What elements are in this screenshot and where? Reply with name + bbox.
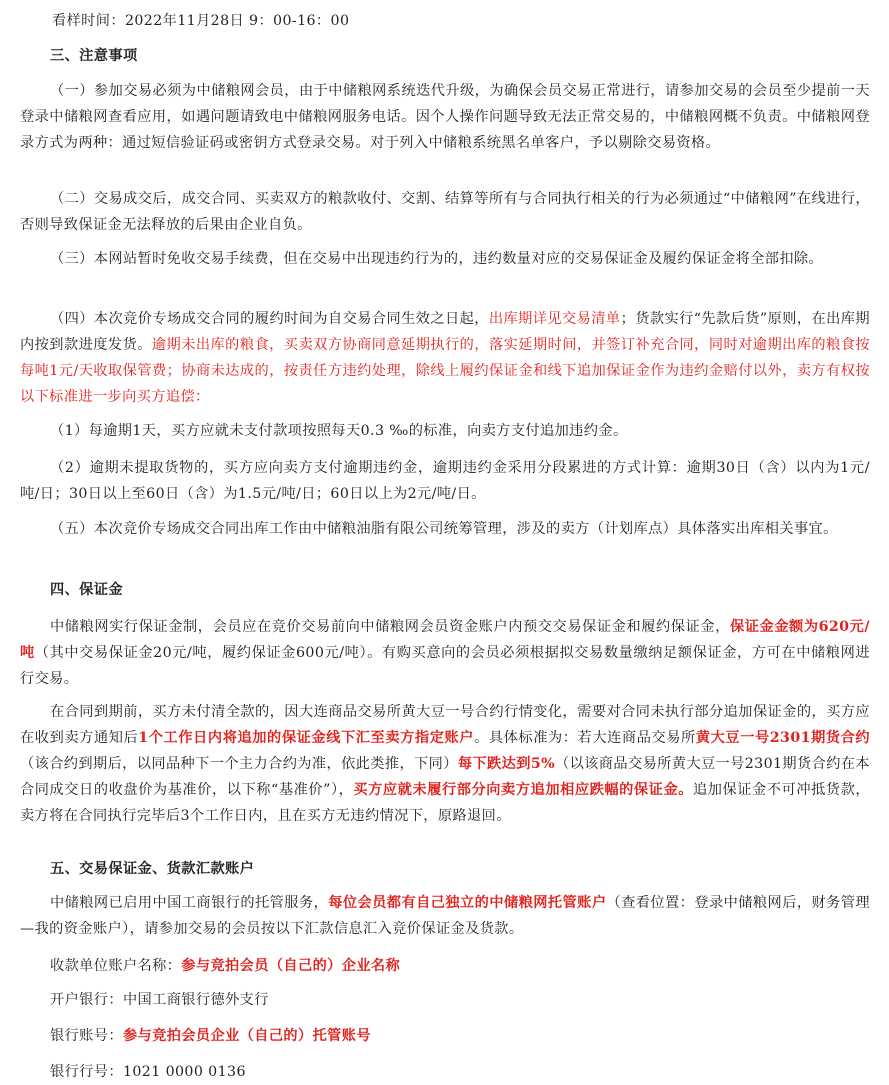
account-label: 银行账号：: [50, 1028, 123, 1044]
escrow-account-highlight: 每位会员都有自己独立的中储粮网托管账户: [328, 895, 607, 911]
margin-text-g: （以该商品交易所黄大豆一号2301期货合约在本合同成交日的收盘价为基准价，以下称“基准价”），: [20, 756, 870, 798]
section-3-heading: 三、注意事项: [50, 48, 138, 64]
bank-line: [20, 987, 870, 1013]
bank-code-label: 银行行号：: [50, 1064, 123, 1080]
viewing-time: 看样时间：2022年11月28日 9：00-16：00: [52, 13, 350, 29]
margin-text-i: 追加保证金不可冲抵货款，卖方将在合同执行完毕后3个工作日内，且在买方无违约情况下，原路退回。: [20, 782, 870, 824]
section-4-para-1: [20, 614, 870, 692]
item-4-overdue-highlight: 逾期未出库的粮食，买卖双方协商同意延期执行的，落实延期时间，并签订补充合同，同时对逾期出库的粮食按每吨1元/天收取保管费；协商未达成的，按责任方违约处理，除线上履约保证金和线下追加保证金作为违约金赔付以外，卖方有权按以下标准进一步向买方追偿：: [20, 337, 870, 405]
bank-label: 开户银行：: [50, 992, 123, 1008]
drop-threshold-highlight: 每下跌达到5%: [457, 756, 555, 772]
section-3-item-5: （五）本次竞价专场成交合同出库工作由中储粮油脂有限公司统筹管理，涉及的卖方（计划库点）具体落实出库相关事宜。: [50, 521, 838, 537]
item-4-text-c: ；货款实行“先款后货”原则，在出库期内按到款进度发货。: [20, 311, 870, 353]
section-4-para-2: [20, 699, 870, 829]
deposit-amount-highlight: 保证金金额为620元/吨: [20, 619, 870, 661]
margin-text-c: 。具体标准为：若大连商品交易所: [474, 730, 696, 746]
payee-value: 参与竞拍会员（自己的）企业名称: [181, 958, 401, 974]
deposit-text-a: 中储粮网实行保证金制，会员应在竞价交易前向中储粮网会员资金账户内预交交易保证金和履约保证金，: [50, 619, 730, 635]
deposit-text-c: （其中交易保证金20元/吨，履约保证金600元/吨）。有购买意向的会员必须根据拟交易数量缴纳足额保证金，方可在中储粮网进行交易。: [20, 645, 870, 687]
section-4-heading: 四、保证金: [50, 582, 123, 598]
item-4-delivery-highlight: 出库期详见交易清单: [488, 311, 621, 327]
section-5-para-1: [20, 890, 870, 942]
bank-value: 中国工商银行德外支行: [122, 992, 269, 1008]
payee-line: [20, 953, 870, 979]
payee-label: 收款单位账户名称：: [50, 958, 182, 974]
margin-text-a: 在合同到期前，买方未付清全款的，因大连商品交易所黄大豆一号合约行情变化，需要对合同未执行部分追加保证金的，买方应在收到卖方通知后: [20, 704, 870, 746]
account-line: [20, 1023, 870, 1049]
buyer-obligation-highlight: 买方应就未履行部分向卖方追加相应跌幅的保证金。: [353, 782, 693, 798]
section-3-item-4-2: （2）逾期未提取货物的，买方应向卖方支付逾期违约金，逾期违约金采用分段累进的方式计算：逾期30日（含）以内为1元/吨/日；30日以上至60日（含）为1.5元/吨/日；60日以上为2元/吨/日。: [20, 460, 870, 502]
escrow-text-c: （查看位置：登录中储粮网后，财务管理—我的资金账户），请参加交易的会员按以下汇款信息汇入竞价保证金及货款。: [20, 895, 870, 937]
item-4-text-a: （四）本次竞价专场成交合同的履约时间为自交易合同生效之日起，: [50, 311, 489, 327]
bank-code-line: [20, 1059, 870, 1085]
account-value: 参与竞拍会员企业（自己的）托管账号: [122, 1028, 371, 1044]
margin-deadline-highlight: 1个工作日内将追加的保证金线下汇至卖方指定账户: [138, 730, 475, 746]
section-3-item-4: [20, 306, 870, 410]
futures-contract-highlight: 黄大豆一号2301期货合约: [695, 730, 871, 746]
section-3-item-3: （三）本网站暂时免收交易手续费，但在交易中出现违约行为的，违约数量对应的交易保证金及履约保证金将全部扣除。: [50, 251, 824, 267]
section-5-heading: 五、交易保证金、货款汇款账户: [50, 861, 255, 877]
bank-code-value: 1021 0000 0136: [122, 1064, 246, 1080]
section-3-item-4-1: （1）每逾期1天，买方应就未支付款项按照每天0.3 ‰的标准，向卖方支付追加违约金。: [50, 423, 628, 439]
section-3-item-2: （二）交易成交后，成交合同、买卖双方的粮款收付、交割、结算等所有与合同执行相关的行为必须通过“中储粮网”在线进行，否则导致保证金无法释放的后果由企业自负。: [20, 191, 870, 233]
section-3-item-1: （一）参加交易必须为中储粮网会员，由于中储粮网系统迭代升级，为确保会员交易正常进行，请参加交易的会员至少提前一天登录中储粮网查看应用，如遇问题请致电中储粮网服务电话。因个人操作问题导致无法正常交易的，中储粮网概不负责。中储粮网登录方式为两种：通过短信验证码或密钥方式登录交易。对于列入中储粮系统黑名单客户，予以剔除交易资格。: [20, 83, 870, 151]
escrow-text-a: 中储粮网已启用中国工商银行的托管服务，: [50, 895, 329, 911]
margin-text-e: （该合约到期后，以同品种下一个主力合约为准，依此类推，下同）: [20, 756, 458, 772]
